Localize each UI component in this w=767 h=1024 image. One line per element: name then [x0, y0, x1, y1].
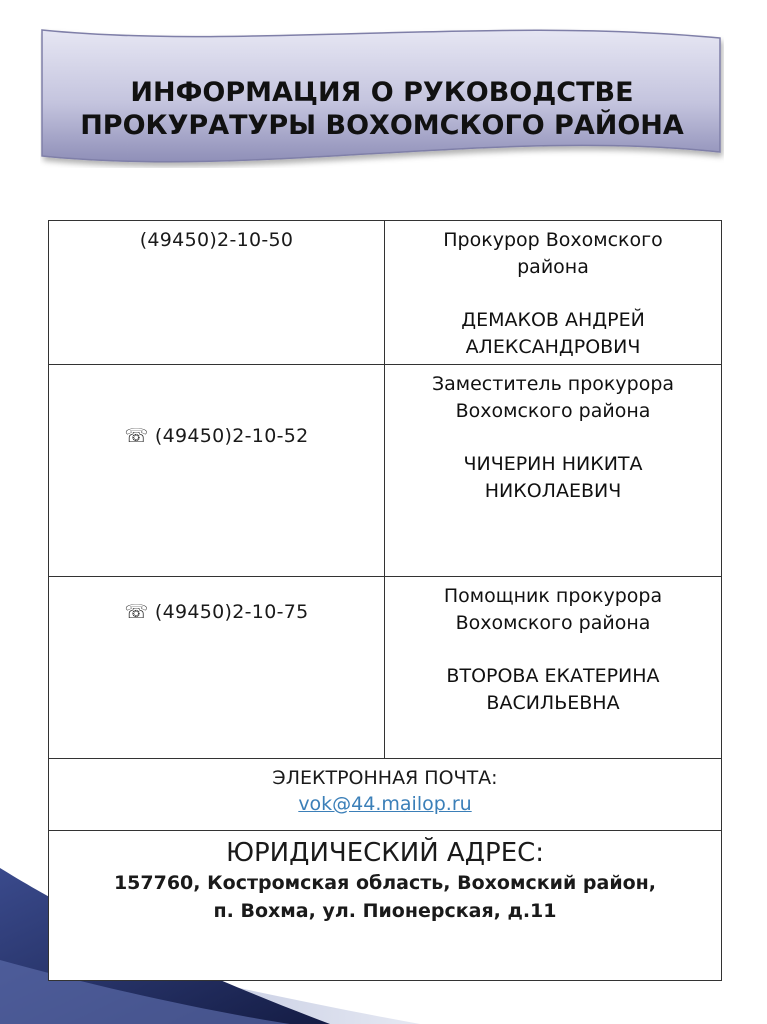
- position-title-line-1: Заместитель прокурора: [431, 373, 675, 395]
- person-name-line-1: ЧИЧЕРИН НИКИТА: [463, 453, 643, 475]
- email-link[interactable]: vok@44.mailop.ru: [298, 793, 472, 815]
- page-title: [40, 76, 724, 142]
- position-title-line-1: Прокурор Вохомского: [443, 229, 663, 251]
- address-line-1: 157760, Костромская область, Вохомский район,: [113, 872, 657, 894]
- person-name-line-1: ДЕМАКОВ АНДРЕЙ: [461, 309, 645, 331]
- table-row: [49, 759, 722, 831]
- table-row: [49, 831, 722, 981]
- phone-number: [49, 365, 384, 447]
- phone-number: [49, 221, 384, 251]
- table-row: [49, 221, 722, 365]
- address-line-2: п. Вохма, ул. Пионерская, д.11: [213, 900, 557, 922]
- phone-icon: ☏: [124, 601, 149, 623]
- address-heading: ЮРИДИЧЕСКИЙ АДРЕС:: [225, 838, 545, 868]
- phone-number: [49, 577, 384, 623]
- leadership-table: [48, 220, 722, 981]
- phone-number-text: (49450)2-10-52: [154, 425, 309, 447]
- person-name-line-2: НИКОЛАЕВИЧ: [484, 480, 622, 502]
- table-row: [49, 577, 722, 759]
- position-cell: [385, 577, 722, 759]
- title-line-1: ИНФОРМАЦИЯ О РУКОВОДСТВЕ: [130, 77, 634, 108]
- person-name-line-2: АЛЕКСАНДРОВИЧ: [465, 336, 641, 358]
- address-cell: [49, 831, 722, 981]
- position-title-line-2: района: [517, 256, 589, 278]
- position-title-line-1: Помощник прокурора: [443, 585, 663, 607]
- position-title-line-2: Вохомского района: [455, 612, 651, 634]
- phone-cell: [49, 221, 385, 365]
- person-name-line-1: ВТОРОВА ЕКАТЕРИНА: [446, 665, 660, 687]
- email-cell: [49, 759, 722, 831]
- person-name-line-2: ВАСИЛЬЕВНА: [486, 692, 620, 714]
- phone-number-text: (49450)2-10-50: [139, 229, 294, 251]
- phone-cell: [49, 577, 385, 759]
- phone-cell: [49, 365, 385, 577]
- position-cell: [385, 221, 722, 365]
- table-row: [49, 365, 722, 577]
- position-title-line-2: Вохомского района: [455, 400, 651, 422]
- position-cell: [385, 365, 722, 577]
- email-label: ЭЛЕКТРОННАЯ ПОЧТА:: [272, 767, 498, 789]
- title-line-2: ПРОКУРАТУРЫ ВОХОМСКОГО РАЙОНА: [80, 110, 684, 141]
- phone-icon: ☏: [124, 425, 149, 447]
- phone-number-text: (49450)2-10-75: [154, 601, 309, 623]
